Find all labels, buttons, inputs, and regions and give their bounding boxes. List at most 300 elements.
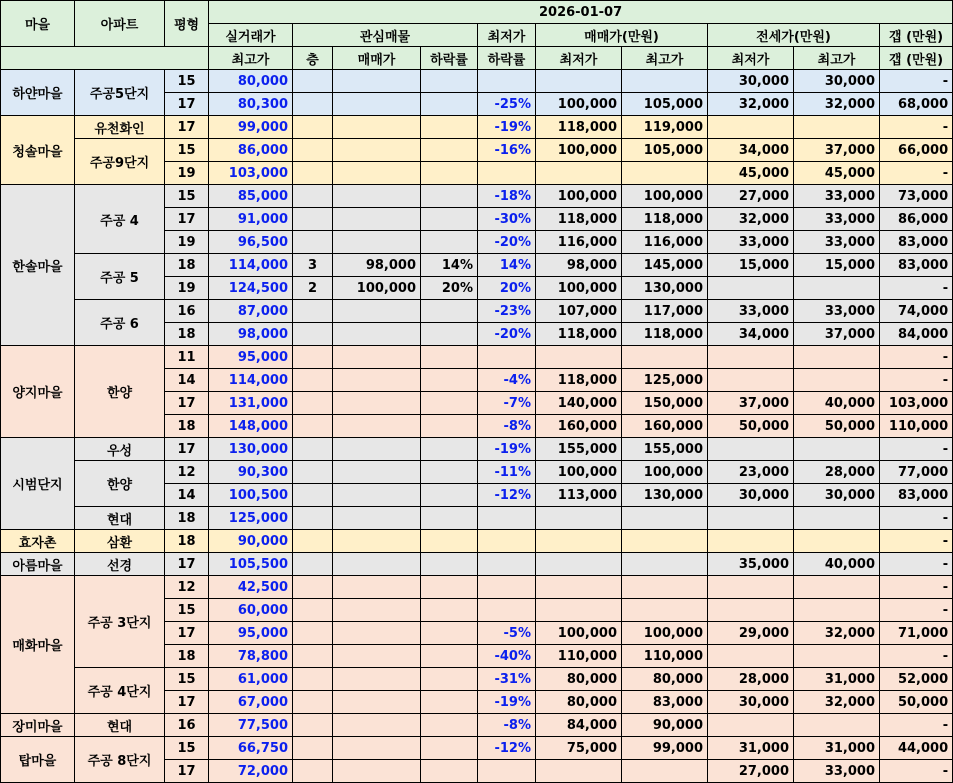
interest-sale-cell (333, 668, 421, 691)
gap-cell: - (880, 530, 953, 553)
lowest-drop-rate-cell (478, 576, 536, 599)
gap-cell: 73,000 (880, 185, 953, 208)
apartment-cell: 한양 (75, 346, 165, 438)
sale-lowest-cell (536, 530, 622, 553)
lowest-drop-rate-cell: -40% (478, 645, 536, 668)
interest-floor-cell (293, 323, 333, 346)
pyeong-cell: 12 (165, 576, 209, 599)
jeonse-lowest-cell (708, 277, 794, 300)
interest-floor-cell (293, 300, 333, 323)
jeonse-lowest-cell: 30,000 (708, 691, 794, 714)
lowest-drop-rate-cell: -31% (478, 668, 536, 691)
table-row (1, 70, 953, 93)
jeonse-highest-cell (794, 277, 880, 300)
gap-cell: - (880, 760, 953, 783)
jeonse-highest-cell: 28,000 (794, 461, 880, 484)
apartment-cell: 주공5단지 (75, 70, 165, 116)
sale-highest-cell: 155,000 (622, 438, 708, 461)
header-sale-highest: 최고가 (622, 47, 708, 70)
gap-cell: 84,000 (880, 323, 953, 346)
interest-floor-cell (293, 714, 333, 737)
header-actual-trade: 실거래가 (209, 24, 293, 47)
header-date: 2026-01-07 (209, 1, 953, 24)
apartment-cell: 현대 (75, 714, 165, 737)
sale-lowest-cell: 100,000 (536, 93, 622, 116)
table-row (1, 116, 953, 139)
interest-sale-cell (333, 553, 421, 576)
village-cell: 매화마을 (1, 576, 75, 714)
pyeong-cell: 17 (165, 438, 209, 461)
jeonse-highest-cell: 30,000 (794, 484, 880, 507)
interest-floor-cell (293, 668, 333, 691)
lowest-drop-rate-cell (478, 530, 536, 553)
interest-sale-cell (333, 622, 421, 645)
sale-lowest-cell: 100,000 (536, 461, 622, 484)
sale-lowest-cell (536, 760, 622, 783)
apartment-cell: 선경 (75, 553, 165, 576)
gap-cell: 44,000 (880, 737, 953, 760)
village-cell: 하얀마을 (1, 70, 75, 116)
actual-highest-cell: 72,000 (209, 760, 293, 783)
sale-lowest-cell: 75,000 (536, 737, 622, 760)
lowest-drop-rate-cell: -18% (478, 185, 536, 208)
sale-lowest-cell (536, 507, 622, 530)
lowest-drop-rate-cell: -8% (478, 415, 536, 438)
header-apartment: 아파트 (75, 1, 165, 47)
interest-floor-cell (293, 346, 333, 369)
lowest-drop-rate-cell: 14% (478, 254, 536, 277)
interest-sale-cell (333, 530, 421, 553)
actual-highest-cell: 114,000 (209, 254, 293, 277)
table-row (1, 254, 953, 277)
sale-highest-cell (622, 760, 708, 783)
actual-highest-cell: 130,000 (209, 438, 293, 461)
lowest-drop-rate-cell (478, 162, 536, 185)
actual-highest-cell: 42,500 (209, 576, 293, 599)
jeonse-lowest-cell: 30,000 (708, 484, 794, 507)
sale-highest-cell: 118,000 (622, 323, 708, 346)
gap-cell: 50,000 (880, 691, 953, 714)
interest-drop-cell (421, 185, 478, 208)
interest-floor-cell (293, 530, 333, 553)
sale-highest-cell: 130,000 (622, 277, 708, 300)
sale-highest-cell: 150,000 (622, 392, 708, 415)
pyeong-cell: 18 (165, 415, 209, 438)
pyeong-cell: 19 (165, 231, 209, 254)
sale-lowest-cell: 118,000 (536, 369, 622, 392)
apartment-cell: 우성 (75, 438, 165, 461)
interest-sale-cell (333, 415, 421, 438)
interest-drop-cell (421, 346, 478, 369)
sale-lowest-cell (536, 553, 622, 576)
jeonse-highest-cell: 32,000 (794, 93, 880, 116)
jeonse-highest-cell: 30,000 (794, 70, 880, 93)
actual-highest-cell: 85,000 (209, 185, 293, 208)
interest-sale-cell (333, 760, 421, 783)
sale-lowest-cell: 80,000 (536, 691, 622, 714)
gap-cell: - (880, 438, 953, 461)
sale-lowest-cell: 155,000 (536, 438, 622, 461)
header-pyeong: 평형 (165, 1, 209, 47)
sale-highest-cell: 100,000 (622, 185, 708, 208)
interest-drop-cell (421, 415, 478, 438)
pyeong-cell: 17 (165, 392, 209, 415)
village-cell: 장미마을 (1, 714, 75, 737)
village-cell: 효자촌 (1, 530, 75, 553)
lowest-drop-rate-cell: -20% (478, 231, 536, 254)
interest-sale-cell (333, 93, 421, 116)
actual-highest-cell: 124,500 (209, 277, 293, 300)
interest-sale-cell (333, 323, 421, 346)
interest-drop-cell (421, 438, 478, 461)
gap-cell: - (880, 599, 953, 622)
actual-highest-cell: 67,000 (209, 691, 293, 714)
lowest-drop-rate-cell: -30% (478, 208, 536, 231)
lowest-drop-rate-cell: -25% (478, 93, 536, 116)
actual-highest-cell: 98,000 (209, 323, 293, 346)
sale-lowest-cell (536, 576, 622, 599)
actual-highest-cell: 77,500 (209, 714, 293, 737)
header-interest: 관심매물 (293, 24, 478, 47)
gap-cell: 71,000 (880, 622, 953, 645)
jeonse-highest-cell: 40,000 (794, 392, 880, 415)
gap-cell: - (880, 116, 953, 139)
pyeong-cell: 17 (165, 760, 209, 783)
sale-lowest-cell: 80,000 (536, 668, 622, 691)
interest-drop-cell (421, 530, 478, 553)
apartment-cell: 주공 8단지 (75, 737, 165, 783)
interest-floor-cell (293, 162, 333, 185)
gap-cell: 74,000 (880, 300, 953, 323)
interest-floor-cell (293, 231, 333, 254)
lowest-drop-rate-cell: -4% (478, 369, 536, 392)
interest-drop-cell: 20% (421, 277, 478, 300)
sale-lowest-cell: 118,000 (536, 323, 622, 346)
header-lowest-price: 최저가 (478, 24, 536, 47)
pyeong-cell: 16 (165, 714, 209, 737)
jeonse-lowest-cell (708, 599, 794, 622)
pyeong-cell: 17 (165, 622, 209, 645)
actual-highest-cell: 80,000 (209, 70, 293, 93)
jeonse-lowest-cell: 33,000 (708, 231, 794, 254)
interest-floor-cell (293, 599, 333, 622)
interest-floor-cell (293, 93, 333, 116)
sale-highest-cell: 100,000 (622, 622, 708, 645)
apartment-cell: 유천화인 (75, 116, 165, 139)
sale-highest-cell: 100,000 (622, 461, 708, 484)
header-jeonse-lowest: 최저가 (708, 47, 794, 70)
pyeong-cell: 17 (165, 93, 209, 116)
apartment-cell: 현대 (75, 507, 165, 530)
jeonse-highest-cell: 33,000 (794, 760, 880, 783)
jeonse-lowest-cell: 37,000 (708, 392, 794, 415)
interest-drop-cell (421, 507, 478, 530)
jeonse-lowest-cell: 31,000 (708, 737, 794, 760)
apartment-cell: 주공 6 (75, 300, 165, 346)
interest-sale-cell (333, 139, 421, 162)
jeonse-lowest-cell: 35,000 (708, 553, 794, 576)
gap-cell: - (880, 162, 953, 185)
actual-highest-cell: 86,000 (209, 139, 293, 162)
jeonse-lowest-cell: 32,000 (708, 208, 794, 231)
lowest-drop-rate-cell (478, 553, 536, 576)
sale-lowest-cell (536, 70, 622, 93)
jeonse-highest-cell (794, 346, 880, 369)
gap-cell: 77,000 (880, 461, 953, 484)
interest-sale-cell (333, 737, 421, 760)
jeonse-highest-cell: 33,000 (794, 185, 880, 208)
interest-drop-cell (421, 599, 478, 622)
interest-floor-cell (293, 438, 333, 461)
jeonse-lowest-cell: 33,000 (708, 300, 794, 323)
header-drop-rate: 하락률 (421, 47, 478, 70)
pyeong-cell: 15 (165, 599, 209, 622)
table-row (1, 737, 953, 760)
gap-cell: 83,000 (880, 254, 953, 277)
jeonse-lowest-cell (708, 645, 794, 668)
pyeong-cell: 15 (165, 70, 209, 93)
header-spacer (1, 47, 209, 70)
sale-highest-cell: 116,000 (622, 231, 708, 254)
lowest-drop-rate-cell: -19% (478, 116, 536, 139)
header-gap-top: 갭 (만원) (880, 24, 953, 47)
interest-drop-cell (421, 714, 478, 737)
interest-floor-cell (293, 507, 333, 530)
interest-floor-cell (293, 208, 333, 231)
table-row (1, 438, 953, 461)
sale-highest-cell: 118,000 (622, 208, 708, 231)
interest-drop-cell (421, 392, 478, 415)
lowest-drop-rate-cell (478, 346, 536, 369)
pyeong-cell: 17 (165, 208, 209, 231)
jeonse-highest-cell (794, 530, 880, 553)
pyeong-cell: 18 (165, 507, 209, 530)
header-jeonse-range: 전세가(만원) (708, 24, 880, 47)
header-floor: 층 (293, 47, 333, 70)
interest-floor-cell (293, 484, 333, 507)
lowest-drop-rate-cell: -7% (478, 392, 536, 415)
interest-drop-cell (421, 323, 478, 346)
jeonse-highest-cell: 31,000 (794, 668, 880, 691)
gap-cell: 103,000 (880, 392, 953, 415)
table-row (1, 300, 953, 323)
jeonse-lowest-cell (708, 530, 794, 553)
sale-lowest-cell: 160,000 (536, 415, 622, 438)
pyeong-cell: 14 (165, 484, 209, 507)
interest-sale-cell (333, 599, 421, 622)
gap-cell: - (880, 277, 953, 300)
pyeong-cell: 19 (165, 162, 209, 185)
table-body (1, 70, 953, 783)
table-row (1, 714, 953, 737)
gap-cell: - (880, 369, 953, 392)
gap-cell: - (880, 70, 953, 93)
header-sale-lowest: 최저가 (536, 47, 622, 70)
actual-highest-cell: 90,000 (209, 530, 293, 553)
sale-lowest-cell (536, 346, 622, 369)
pyeong-cell: 18 (165, 530, 209, 553)
interest-floor-cell (293, 760, 333, 783)
lowest-drop-rate-cell: -20% (478, 323, 536, 346)
lowest-drop-rate-cell: -23% (478, 300, 536, 323)
interest-drop-cell (421, 369, 478, 392)
sale-lowest-cell: 110,000 (536, 645, 622, 668)
apartment-cell: 주공 5 (75, 254, 165, 300)
sale-highest-cell: 130,000 (622, 484, 708, 507)
sale-highest-cell: 117,000 (622, 300, 708, 323)
interest-sale-cell (333, 392, 421, 415)
interest-drop-cell (421, 622, 478, 645)
sale-lowest-cell: 140,000 (536, 392, 622, 415)
interest-floor-cell (293, 737, 333, 760)
interest-drop-cell (421, 668, 478, 691)
village-cell: 탑마을 (1, 737, 75, 783)
interest-floor-cell (293, 415, 333, 438)
pyeong-cell: 14 (165, 369, 209, 392)
interest-sale-cell (333, 162, 421, 185)
interest-drop-cell (421, 70, 478, 93)
jeonse-highest-cell: 33,000 (794, 208, 880, 231)
sale-lowest-cell (536, 599, 622, 622)
village-cell: 청솔마을 (1, 116, 75, 185)
sale-lowest-cell: 116,000 (536, 231, 622, 254)
gap-cell: - (880, 346, 953, 369)
pyeong-cell: 11 (165, 346, 209, 369)
jeonse-lowest-cell: 27,000 (708, 185, 794, 208)
village-cell: 한솔마을 (1, 185, 75, 346)
pyeong-cell: 15 (165, 185, 209, 208)
jeonse-highest-cell (794, 645, 880, 668)
table-row (1, 530, 953, 553)
sale-lowest-cell: 100,000 (536, 622, 622, 645)
interest-floor-cell (293, 369, 333, 392)
jeonse-highest-cell: 40,000 (794, 553, 880, 576)
jeonse-lowest-cell: 32,000 (708, 93, 794, 116)
jeonse-lowest-cell: 28,000 (708, 668, 794, 691)
interest-floor-cell (293, 185, 333, 208)
sale-highest-cell: 83,000 (622, 691, 708, 714)
pyeong-cell: 18 (165, 254, 209, 277)
gap-cell: - (880, 553, 953, 576)
interest-drop-cell (421, 691, 478, 714)
header-village: 마을 (1, 1, 75, 47)
lowest-drop-rate-cell (478, 70, 536, 93)
lowest-drop-rate-cell: -8% (478, 714, 536, 737)
jeonse-highest-cell (794, 438, 880, 461)
sale-highest-cell: 110,000 (622, 645, 708, 668)
sale-highest-cell (622, 346, 708, 369)
sale-highest-cell (622, 530, 708, 553)
table-row (1, 185, 953, 208)
village-cell: 시범단지 (1, 438, 75, 530)
pyeong-cell: 12 (165, 461, 209, 484)
interest-drop-cell (421, 139, 478, 162)
pyeong-cell: 15 (165, 737, 209, 760)
interest-sale-cell (333, 645, 421, 668)
pyeong-cell: 17 (165, 553, 209, 576)
jeonse-highest-cell: 37,000 (794, 139, 880, 162)
lowest-drop-rate-cell: -12% (478, 737, 536, 760)
jeonse-highest-cell: 37,000 (794, 323, 880, 346)
actual-highest-cell: 78,800 (209, 645, 293, 668)
interest-sale-cell (333, 691, 421, 714)
jeonse-lowest-cell: 50,000 (708, 415, 794, 438)
lowest-drop-rate-cell (478, 760, 536, 783)
actual-highest-cell: 95,000 (209, 622, 293, 645)
sale-lowest-cell: 113,000 (536, 484, 622, 507)
interest-sale-cell (333, 507, 421, 530)
sale-lowest-cell (536, 162, 622, 185)
sale-highest-cell (622, 507, 708, 530)
sale-lowest-cell: 118,000 (536, 116, 622, 139)
sale-lowest-cell: 100,000 (536, 139, 622, 162)
jeonse-lowest-cell (708, 576, 794, 599)
interest-sale-cell: 100,000 (333, 277, 421, 300)
jeonse-lowest-cell: 34,000 (708, 139, 794, 162)
village-cell: 아름마을 (1, 553, 75, 576)
interest-sale-cell (333, 70, 421, 93)
table-row (1, 346, 953, 369)
actual-highest-cell: 90,300 (209, 461, 293, 484)
actual-highest-cell: 103,000 (209, 162, 293, 185)
lowest-drop-rate-cell: 20% (478, 277, 536, 300)
jeonse-lowest-cell: 45,000 (708, 162, 794, 185)
jeonse-highest-cell: 33,000 (794, 300, 880, 323)
actual-highest-cell: 114,000 (209, 369, 293, 392)
interest-sale-cell (333, 461, 421, 484)
apartment-cell: 주공 4단지 (75, 668, 165, 714)
village-cell: 양지마을 (1, 346, 75, 438)
interest-floor-cell: 2 (293, 277, 333, 300)
interest-floor-cell (293, 139, 333, 162)
lowest-drop-rate-cell (478, 507, 536, 530)
jeonse-lowest-cell (708, 507, 794, 530)
actual-highest-cell: 99,000 (209, 116, 293, 139)
sale-highest-cell: 99,000 (622, 737, 708, 760)
jeonse-lowest-cell: 15,000 (708, 254, 794, 277)
jeonse-highest-cell: 15,000 (794, 254, 880, 277)
pyeong-cell: 18 (165, 645, 209, 668)
interest-sale-cell (333, 346, 421, 369)
actual-highest-cell: 148,000 (209, 415, 293, 438)
sale-highest-cell: 125,000 (622, 369, 708, 392)
lowest-drop-rate-cell: -19% (478, 438, 536, 461)
jeonse-highest-cell (794, 369, 880, 392)
jeonse-highest-cell: 32,000 (794, 622, 880, 645)
sale-highest-cell: 80,000 (622, 668, 708, 691)
table-row (1, 139, 953, 162)
sale-lowest-cell: 100,000 (536, 277, 622, 300)
jeonse-highest-cell: 33,000 (794, 231, 880, 254)
interest-floor-cell (293, 691, 333, 714)
sale-lowest-cell: 118,000 (536, 208, 622, 231)
header-highest: 최고가 (209, 47, 293, 70)
header-sale-range: 매매가(만원) (536, 24, 708, 47)
interest-floor-cell (293, 622, 333, 645)
table-row (1, 461, 953, 484)
header-gap-bottom: 갭 (만원) (880, 47, 953, 70)
gap-cell: 52,000 (880, 668, 953, 691)
gap-cell: - (880, 645, 953, 668)
jeonse-lowest-cell (708, 116, 794, 139)
gap-cell: 83,000 (880, 231, 953, 254)
jeonse-highest-cell (794, 599, 880, 622)
interest-drop-cell (421, 737, 478, 760)
lowest-drop-rate-cell: -19% (478, 691, 536, 714)
sale-highest-cell: 119,000 (622, 116, 708, 139)
jeonse-lowest-cell (708, 714, 794, 737)
lowest-drop-rate-cell: -5% (478, 622, 536, 645)
